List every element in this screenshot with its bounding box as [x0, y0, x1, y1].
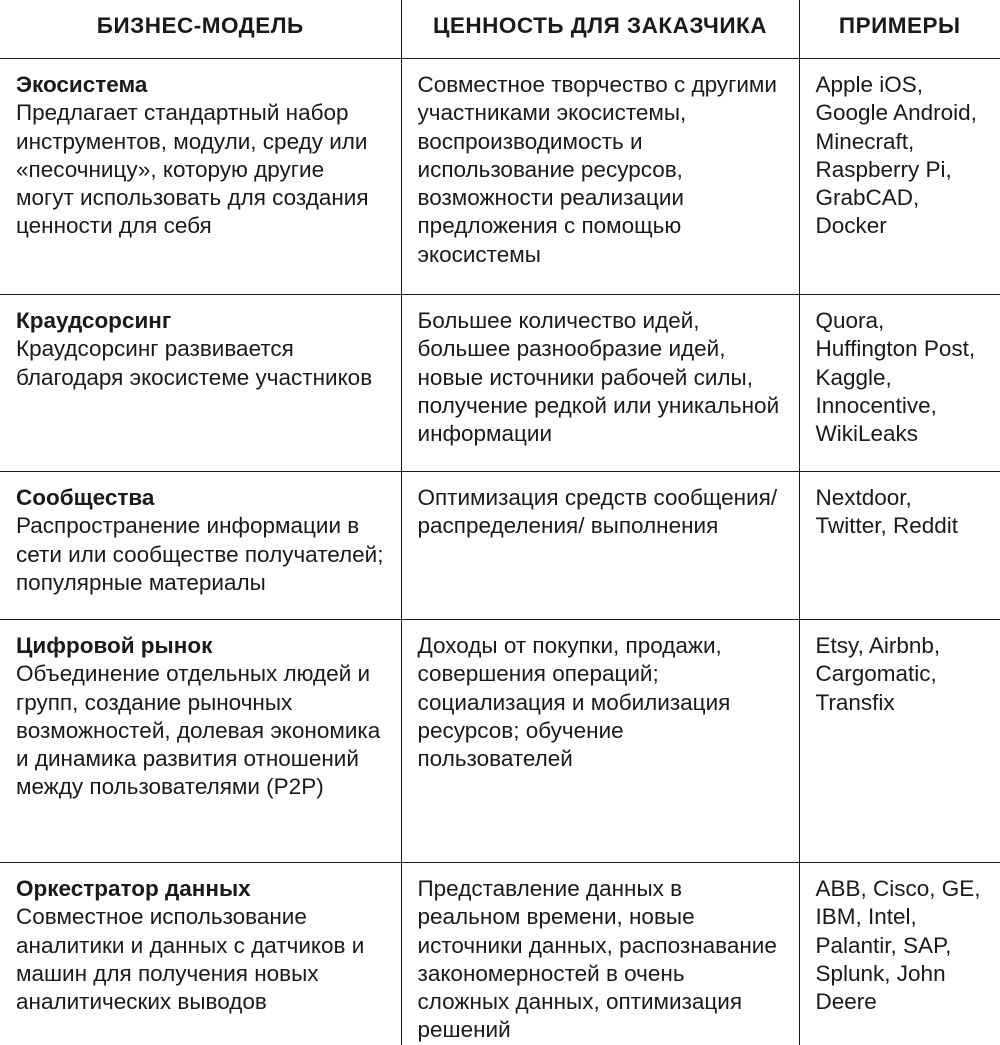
customer-value-text: Доходы от покупки, продажи, совершения операций; социализация и мобилизация ресурсов; обучение пользователей [417, 633, 731, 772]
business-model-cell [0, 472, 401, 620]
model-description: Предлагает стандартный набор инструментов, модули, среду или «песочницу», которую другие могут использовать для создания ценности для себя [16, 100, 369, 239]
model-description: Распространение информации в сети или сообществе получателей; популярные материалы [16, 513, 384, 595]
customer-value-cell [401, 59, 799, 295]
table-row [0, 620, 1000, 863]
customer-value-text: Оптимизация средств сообщения/распределения/ выполнения [417, 485, 778, 539]
customer-value-cell [401, 472, 799, 620]
header-customer-value: ЦЕННОСТЬ ДЛЯ ЗАКАЗЧИКА [401, 0, 799, 59]
model-name: Цифровой рынок [16, 633, 213, 658]
model-description: Совместное использование аналитики и данных с датчиков и машин для получения новых аналитических выводов [16, 904, 365, 1015]
customer-value-cell [401, 620, 799, 863]
business-model-cell [0, 863, 401, 1045]
table-row [0, 472, 1000, 620]
model-name: Сообщества [16, 485, 155, 510]
customer-value-text: Совместное творчество с другими участниками экосистемы, воспроизводимость и использование ресурсов, возможности реализации предложения с помощью экосистемы [417, 72, 777, 267]
customer-value-text: Большее количество идей, большее разнообразие идей, новые источники рабочей силы, получение редкой или уникальной информации [417, 308, 780, 447]
examples-text: ABB, Cisco, GE, IBM, Intel, Palantir, SAP, Splunk, John Deere [815, 876, 981, 1015]
business-model-cell [0, 59, 401, 295]
customer-value-text: Представление данных в реальном времени, новые источники данных, распознавание закономерностей в очень сложных данных, оптимизация решений [417, 876, 777, 1043]
header-examples: ПРИМЕРЫ [799, 0, 1000, 59]
model-name: Экосистема [16, 72, 148, 97]
header-business-model: БИЗНЕС-МОДЕЛЬ [0, 0, 401, 59]
model-description: Объединение отдельных людей и групп, создание рыночных возможностей, долевая экономика и динамика развития отношений между пользователями (P2P) [16, 661, 381, 800]
header-row [0, 0, 1000, 59]
model-description: Краудсорсинг развивается благодаря экосистеме участников [16, 336, 373, 390]
examples-cell [799, 295, 1000, 472]
customer-value-cell [401, 863, 799, 1045]
examples-text: Etsy, Airbnb, Cargomatic, Transfix [815, 633, 941, 715]
customer-value-cell [401, 295, 799, 472]
business-model-cell [0, 295, 401, 472]
examples-text: Apple iOS, Google Android, Minecraft, Raspberry Pi, GrabCAD, Docker [815, 72, 977, 239]
table-row [0, 59, 1000, 295]
examples-cell [799, 863, 1000, 1045]
examples-text: Quora, Huffington Post, Kaggle, Innocentive, WikiLeaks [815, 308, 976, 447]
model-name: Оркестратор данных [16, 876, 251, 901]
model-name: Краудсорсинг [16, 308, 172, 333]
examples-cell [799, 472, 1000, 620]
table-row [0, 295, 1000, 472]
table-row [0, 863, 1000, 1045]
examples-cell [799, 620, 1000, 863]
examples-text: Nextdoor, Twitter, Reddit [815, 485, 959, 539]
examples-cell [799, 59, 1000, 295]
business-model-cell [0, 620, 401, 863]
